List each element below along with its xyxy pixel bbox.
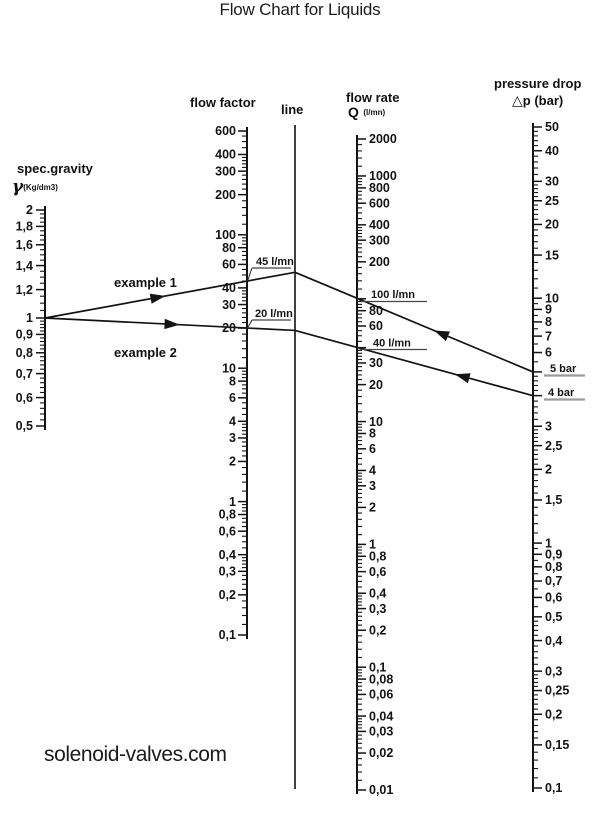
tick-label-rate: 0,3 xyxy=(369,601,387,616)
scale-gravity xyxy=(16,203,45,433)
tick-label-rate: 60 xyxy=(369,319,383,334)
tick-label-factor: 6 xyxy=(229,390,236,405)
tick-label-pressure: 50 xyxy=(545,120,559,135)
tick-label-factor: 20 xyxy=(222,321,236,336)
pressure-drop-header: pressure drop xyxy=(494,76,582,91)
annotation-pressure-ex2: 4 bar xyxy=(548,387,575,399)
tick-label-rate: 2 xyxy=(369,500,376,515)
tick-label-pressure: 10 xyxy=(545,291,559,306)
tick-label-rate: 30 xyxy=(369,356,383,371)
direction-arrow-icon xyxy=(164,319,179,329)
tick-label-pressure: 0,2 xyxy=(545,707,563,722)
tick-label-gravity: 1,2 xyxy=(15,282,33,297)
tick-label-rate: 800 xyxy=(369,181,390,196)
tick-label-rate: 80 xyxy=(369,303,383,318)
tick-label-factor: 0,8 xyxy=(218,507,236,522)
tick-label-pressure: 3 xyxy=(545,419,552,434)
line-header: line xyxy=(281,102,304,117)
annotation-pointer xyxy=(248,320,253,328)
tick-label-factor: 400 xyxy=(215,147,236,162)
annotation-flow-rate-ex1: 100 l/mn xyxy=(371,289,416,301)
scale-factor xyxy=(215,124,247,642)
tick-label-gravity: 1,6 xyxy=(15,237,33,252)
tick-label-rate: 0,2 xyxy=(369,623,387,638)
tick-label-pressure: 20 xyxy=(545,217,559,232)
tick-label-rate: 1000 xyxy=(369,169,397,184)
tick-label-pressure: 2 xyxy=(545,462,552,477)
tick-label-factor: 0,2 xyxy=(218,588,236,603)
tick-label-rate: 0,04 xyxy=(369,709,394,724)
tick-label-gravity: 0,5 xyxy=(15,419,33,434)
tick-label-pressure: 1,5 xyxy=(545,493,563,508)
tick-label-factor: 10 xyxy=(222,361,236,376)
tick-label-pressure: 0,7 xyxy=(545,574,563,589)
tick-label-rate: 200 xyxy=(369,255,390,270)
tick-label-gravity: 1,4 xyxy=(15,258,33,273)
tick-label-rate: 2000 xyxy=(369,132,397,147)
tick-label-gravity: 0,8 xyxy=(15,345,33,360)
tick-label-gravity: 1,8 xyxy=(15,219,33,234)
tick-label-pressure: 0,15 xyxy=(545,738,570,753)
scale-rate xyxy=(357,132,397,797)
tick-label-pressure: 8 xyxy=(545,315,552,330)
tick-label-rate: 1 xyxy=(369,537,376,552)
tick-label-factor: 300 xyxy=(215,164,236,179)
tick-label-rate: 0,08 xyxy=(369,672,394,687)
tick-label-factor: 600 xyxy=(215,124,236,139)
tick-label-pressure: 0,1 xyxy=(545,781,563,796)
delta-triangle-icon: △ xyxy=(512,92,523,108)
tick-label-rate: 20 xyxy=(369,377,383,392)
annotation-flow-factor-ex2: 20 l/mn xyxy=(255,308,293,320)
gamma-symbol: γ xyxy=(12,177,24,197)
tick-label-pressure: 0,8 xyxy=(545,560,563,575)
spec-gravity-unit: (Kg/dm3) xyxy=(23,183,58,192)
direction-arrow-icon xyxy=(434,331,450,342)
tick-label-pressure: 0,4 xyxy=(545,633,563,648)
tick-label-rate: 0,1 xyxy=(369,660,387,675)
tick-label-rate: 0,02 xyxy=(369,746,394,761)
tick-label-factor: 2 xyxy=(229,454,236,469)
tick-label-factor: 100 xyxy=(215,228,236,243)
tick-label-rate: 0,6 xyxy=(369,564,387,579)
tick-label-pressure: 0,9 xyxy=(545,547,563,562)
tick-label-rate: 6 xyxy=(369,442,376,457)
tick-label-rate: 0,8 xyxy=(369,549,387,564)
tick-label-rate: 4 xyxy=(369,463,376,478)
flow-rate-unit: (l/mn) xyxy=(363,108,386,117)
annotation-pressure-ex1: 5 bar xyxy=(550,363,577,375)
tick-label-rate: 0,01 xyxy=(369,783,394,798)
tick-label-gravity: 1 xyxy=(26,311,33,326)
direction-arrow-icon xyxy=(455,373,471,383)
spec-gravity-header: spec.gravity xyxy=(17,161,93,176)
tick-label-factor: 60 xyxy=(222,257,236,272)
tick-label-gravity: 0,9 xyxy=(15,327,33,342)
flow-rate-header: flow rate xyxy=(346,90,400,105)
tick-label-pressure: 9 xyxy=(545,302,552,317)
tick-label-rate: 400 xyxy=(369,218,390,233)
example-1-label: example 1 xyxy=(114,275,177,290)
q-symbol: Q xyxy=(348,104,359,120)
pressure-unit: p (bar) xyxy=(522,93,564,108)
tick-label-factor: 8 xyxy=(229,374,236,389)
flow-rate-symbol-row xyxy=(348,104,385,122)
watermark-text: solenoid-valves.com xyxy=(44,743,227,766)
tick-label-factor: 1 xyxy=(229,494,236,509)
scale-pressure xyxy=(533,120,569,795)
annotation-pointer xyxy=(248,268,253,281)
tick-label-pressure: 25 xyxy=(545,193,559,208)
tick-label-factor: 40 xyxy=(222,281,236,296)
tick-label-gravity: 0,7 xyxy=(15,366,33,381)
example-2-label: example 2 xyxy=(114,345,177,360)
tick-label-rate: 8 xyxy=(369,426,376,441)
flow-factor-header: flow factor xyxy=(190,95,256,110)
direction-arrow-icon xyxy=(150,294,166,304)
tick-label-rate: 0,06 xyxy=(369,687,394,702)
tick-label-factor: 200 xyxy=(215,187,236,202)
tick-label-rate: 0,4 xyxy=(369,586,387,601)
tick-label-factor: 0,6 xyxy=(218,524,236,539)
tick-label-rate: 600 xyxy=(369,196,390,211)
tick-label-pressure: 30 xyxy=(545,174,559,189)
scales-group xyxy=(16,120,570,797)
tick-label-pressure: 0,5 xyxy=(545,610,563,625)
tick-label-pressure: 40 xyxy=(545,143,559,158)
tick-label-factor: 3 xyxy=(229,431,236,446)
tick-label-pressure: 0,6 xyxy=(545,590,563,605)
tick-label-rate: 0,03 xyxy=(369,724,394,739)
tick-label-pressure: 2,5 xyxy=(545,438,563,453)
tick-label-pressure: 0,25 xyxy=(545,683,570,698)
tick-label-rate: 300 xyxy=(369,233,390,248)
tick-label-gravity: 0,6 xyxy=(15,390,33,405)
tick-label-pressure: 15 xyxy=(545,248,559,263)
tick-label-pressure: 1 xyxy=(545,536,552,551)
tick-label-pressure: 6 xyxy=(545,345,552,360)
tick-label-pressure: 7 xyxy=(545,329,552,344)
tick-label-factor: 0,4 xyxy=(218,547,236,562)
tick-label-rate: 3 xyxy=(369,478,376,493)
tick-label-factor: 4 xyxy=(229,414,236,429)
tick-label-factor: 0,3 xyxy=(218,564,236,579)
tick-label-factor: 30 xyxy=(222,297,236,312)
annotation-flow-factor-ex1: 45 l/mn xyxy=(256,256,294,268)
tick-label-factor: 80 xyxy=(222,240,236,255)
tick-label-gravity: 2 xyxy=(26,203,33,218)
chart-title: Flow Chart for Liquids xyxy=(219,0,381,19)
example-lines-group xyxy=(45,272,533,395)
tick-label-rate: 10 xyxy=(369,414,383,429)
tick-label-factor: 0,1 xyxy=(218,628,236,643)
annotation-flow-rate-ex2: 40 l/mn xyxy=(373,337,411,350)
pressure-symbol-row xyxy=(512,92,563,110)
tick-label-pressure: 0,3 xyxy=(545,664,563,679)
spec-gravity-symbol-row xyxy=(12,177,58,197)
